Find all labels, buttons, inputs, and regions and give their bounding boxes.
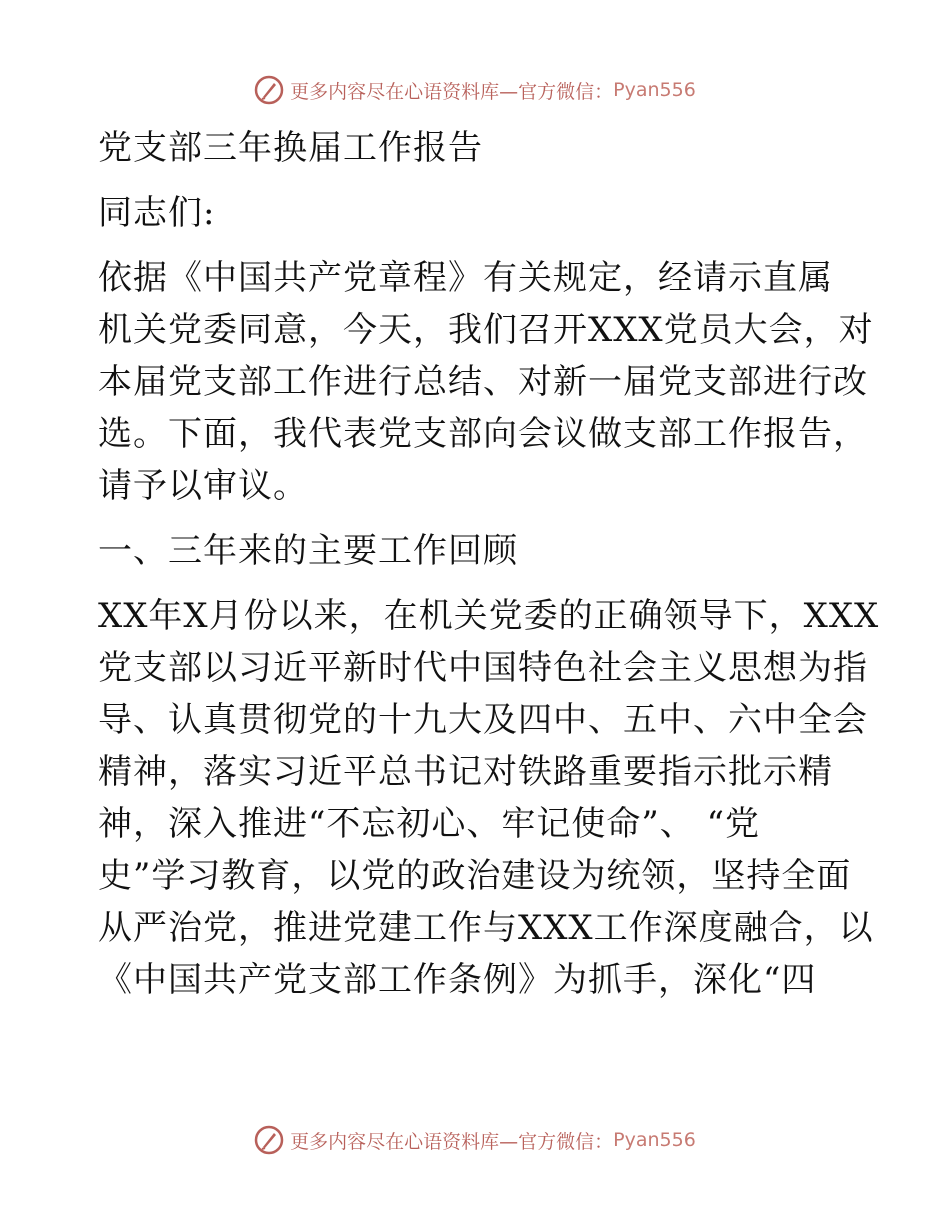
section-heading: 一、三年来的主要工作回顾 — [98, 531, 518, 571]
quill-logo-icon — [254, 75, 284, 105]
text-line: 党支部以习近平新时代中国特色社会主义思想为指 — [98, 648, 868, 688]
text-line: 本届党支部工作进行总结、对新一届党支部进行改 — [98, 362, 868, 402]
text-line: 导、认真贯彻党的十九大及四中、五中、六中全会 — [98, 700, 868, 740]
footer-watermark — [0, 1120, 950, 1160]
quill-logo-icon — [254, 1125, 284, 1155]
text-line: 选。下面，我代表党支部向会议做支部工作报告， — [98, 414, 868, 454]
text-line: 机关党委同意，今天，我们召开XXX党员大会，对 — [98, 310, 874, 350]
watermark-handle: Pyan556 — [613, 1129, 696, 1151]
salutation: 同志们: — [98, 193, 216, 233]
text-line: 神，深入推进“不忘初心、牢记使命”、 “党 — [98, 804, 760, 844]
header-watermark — [0, 70, 950, 110]
text-line: XX年X月份以来，在机关党委的正确领导下，XXX — [98, 596, 880, 636]
watermark-text: 更多内容尽在心语资料库—官方微信： — [290, 80, 614, 103]
watermark-handle: Pyan556 — [613, 79, 696, 101]
text-line: 从严治党，推进党建工作与XXX工作深度融合，以 — [98, 908, 874, 948]
paragraph-intro — [98, 252, 874, 512]
document-title: 党支部三年换届工作报告 — [98, 128, 483, 168]
document-body — [98, 122, 880, 1006]
text-line: 精神，落实习近平总书记对铁路重要指示批示精 — [98, 752, 833, 792]
paragraph-review — [98, 590, 880, 1006]
text-line: 请予以审议。 — [98, 466, 308, 506]
watermark-text: 更多内容尽在心语资料库—官方微信： — [290, 1130, 614, 1153]
text-line: 史”学习教育，以党的政治建设为统领，坚持全面 — [98, 856, 852, 896]
text-line: 《中国共产党支部工作条例》为抓手，深化“四 — [98, 960, 817, 1000]
text-line: 依据《中国共产党章程》有关规定，经请示直属 — [98, 258, 833, 298]
